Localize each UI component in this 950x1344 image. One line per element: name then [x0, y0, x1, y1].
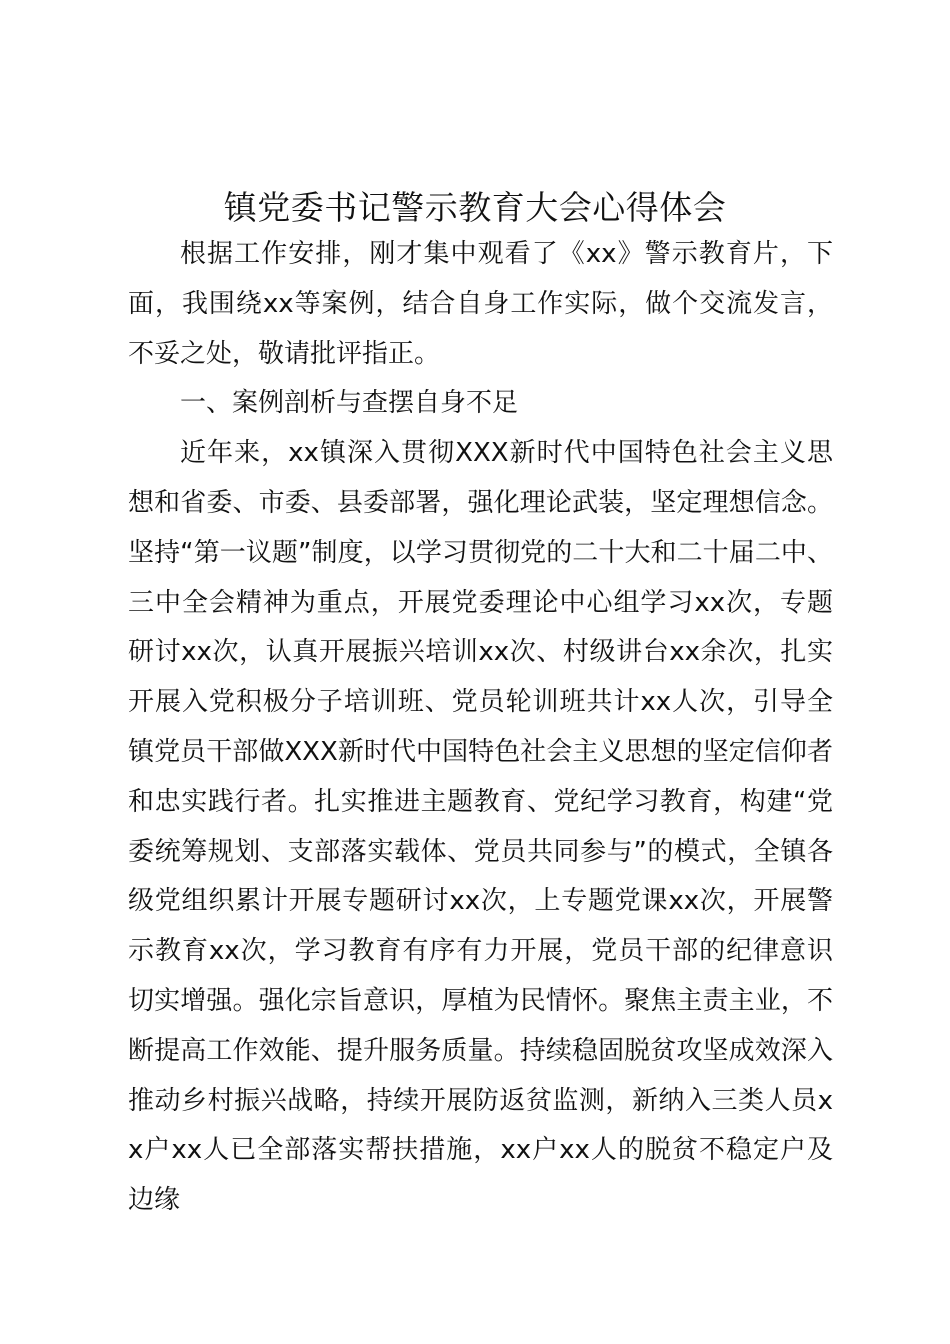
document-body: [128, 230, 833, 1226]
document-title: 镇党委书记警示教育大会心得体会: [223, 188, 727, 227]
intro-paragraph: 根据工作安排，刚才集中观看了《xx》警示教育片，下面，我围绕xx等案例，结合自身工作实际，做个交流发言，不妥之处，敬请批评指正。: [128, 239, 833, 369]
section-heading: 一、案例剖析与查摆自身不足: [180, 388, 519, 419]
body-paragraph: 近年来，xx镇深入贯彻XXX新时代中国特色社会主义思想和省委、市委、县委部署，强化理论武装，坚定理想信念。坚持“第一议题”制度，以学习贯彻党的二十大和二十届二中、三中全会精神为重点，开展党委理论中心组学习xx次，专题研讨xx次，认真开展振兴培训xx次、村级讲台xx余次，扎实开展入党积极分子培训班、党员轮训班共计xx人次，引导全镇党员干部做XXX新时代中国特色社会主义思想的坚定信仰者和忠实践行者。扎实推进主题教育、党纪学习教育，构建“党委统筹规划、支部落实载体、党员共同参与”的模式，全镇各级党组织累计开展专题研讨xx次，上专题党课xx次，开展警示教育xx次，学习教育有序有力开展，党员干部的纪律意识切实增强。强化宗旨意识，厚植为民情怀。聚焦主责主业，不断提高工作效能、提升服务质量。持续稳固脱贫攻坚成效深入推动乡村振兴战略，持续开展防返贫监测，新纳入三类人员xx户xx人已全部落实帮扶措施，xx户xx人的脱贫不稳定户及边缘: [128, 438, 833, 1216]
